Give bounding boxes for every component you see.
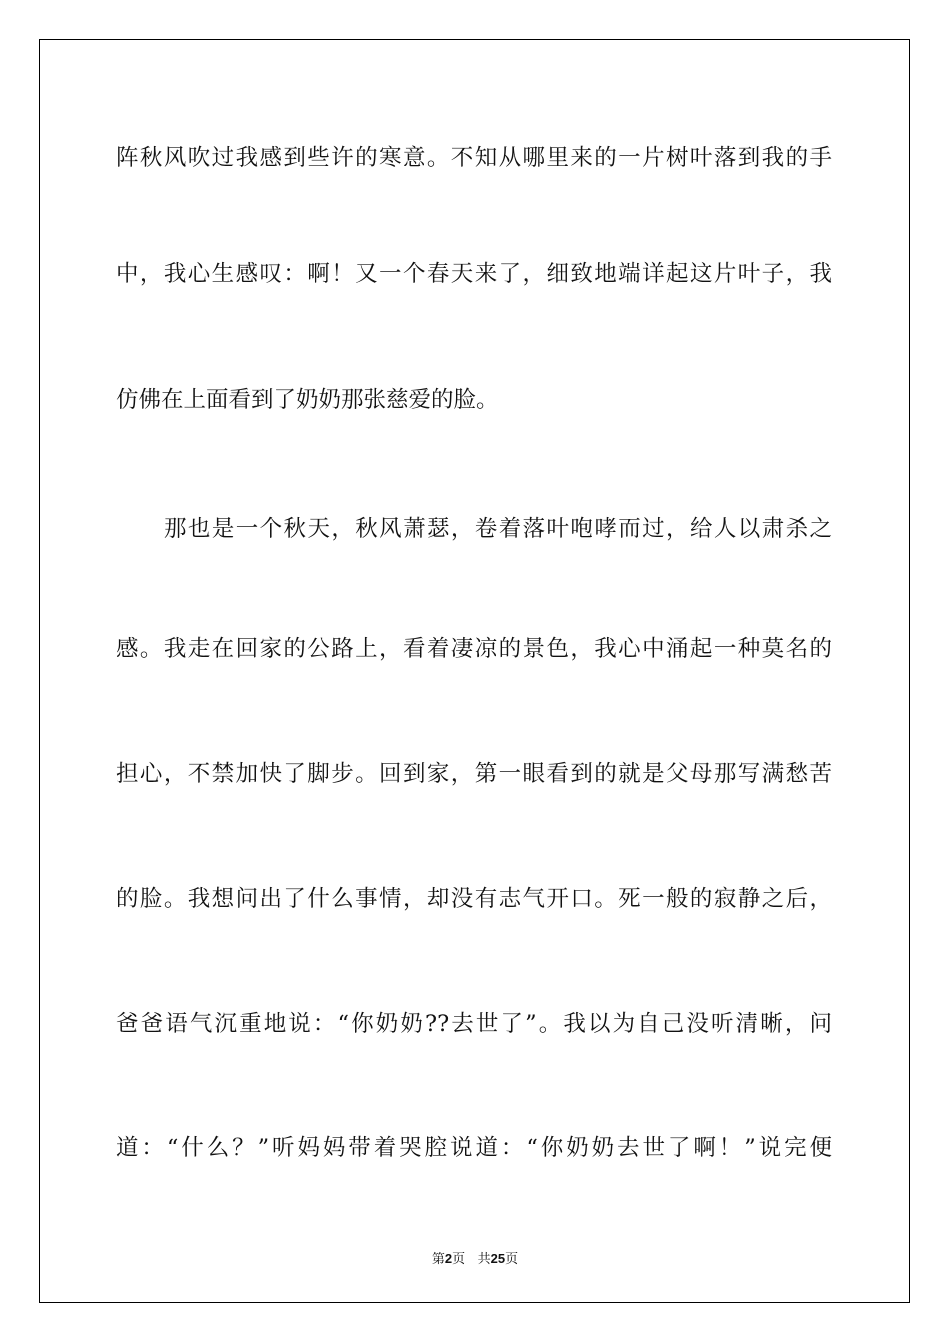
text-line-9: 道：“什么？”听妈妈带着哭腔说道：“你奶奶去世了啊！”说完便	[116, 1135, 832, 1161]
text-line-2: 中，我心生感叹：啊！又一个春天来了，细致地端详起这片叶子，我	[116, 261, 832, 287]
text-line-6: 担心，不禁加快了脚步。回到家，第一眼看到的就是父母那写满愁苦	[116, 761, 832, 787]
footer-total-unit: 页	[505, 1252, 519, 1267]
footer-page-prefix: 第	[431, 1252, 445, 1267]
page-border	[39, 39, 910, 1303]
text-line-4: 那也是一个秋天，秋风萧瑟，卷着落叶咆哮而过，给人以肃杀之	[164, 516, 832, 542]
text-line-3: 仿佛在上面看到了奶奶那张慈爱的脸。	[116, 387, 499, 413]
footer-total-pages: 25	[490, 1251, 506, 1266]
text-line-8: 爸爸语气沉重地说：“你奶奶??去世了”。我以为自己没听清晰，问	[116, 1011, 832, 1037]
text-line-1: 阵秋风吹过我感到些许的寒意。不知从哪里来的一片树叶落到我的手	[116, 145, 832, 171]
footer-page-number: 2	[444, 1251, 453, 1266]
page-footer	[0, 1248, 950, 1267]
text-line-7: 的脸。我想问出了什么事情，却没有志气开口。死一般的寂静之后，	[116, 886, 832, 912]
footer-page-unit: 页	[452, 1252, 466, 1267]
footer-total-prefix: 共	[477, 1252, 491, 1267]
text-line-5: 感。我走在回家的公路上，看着凄凉的景色，我心中涌起一种莫名的	[116, 636, 832, 662]
